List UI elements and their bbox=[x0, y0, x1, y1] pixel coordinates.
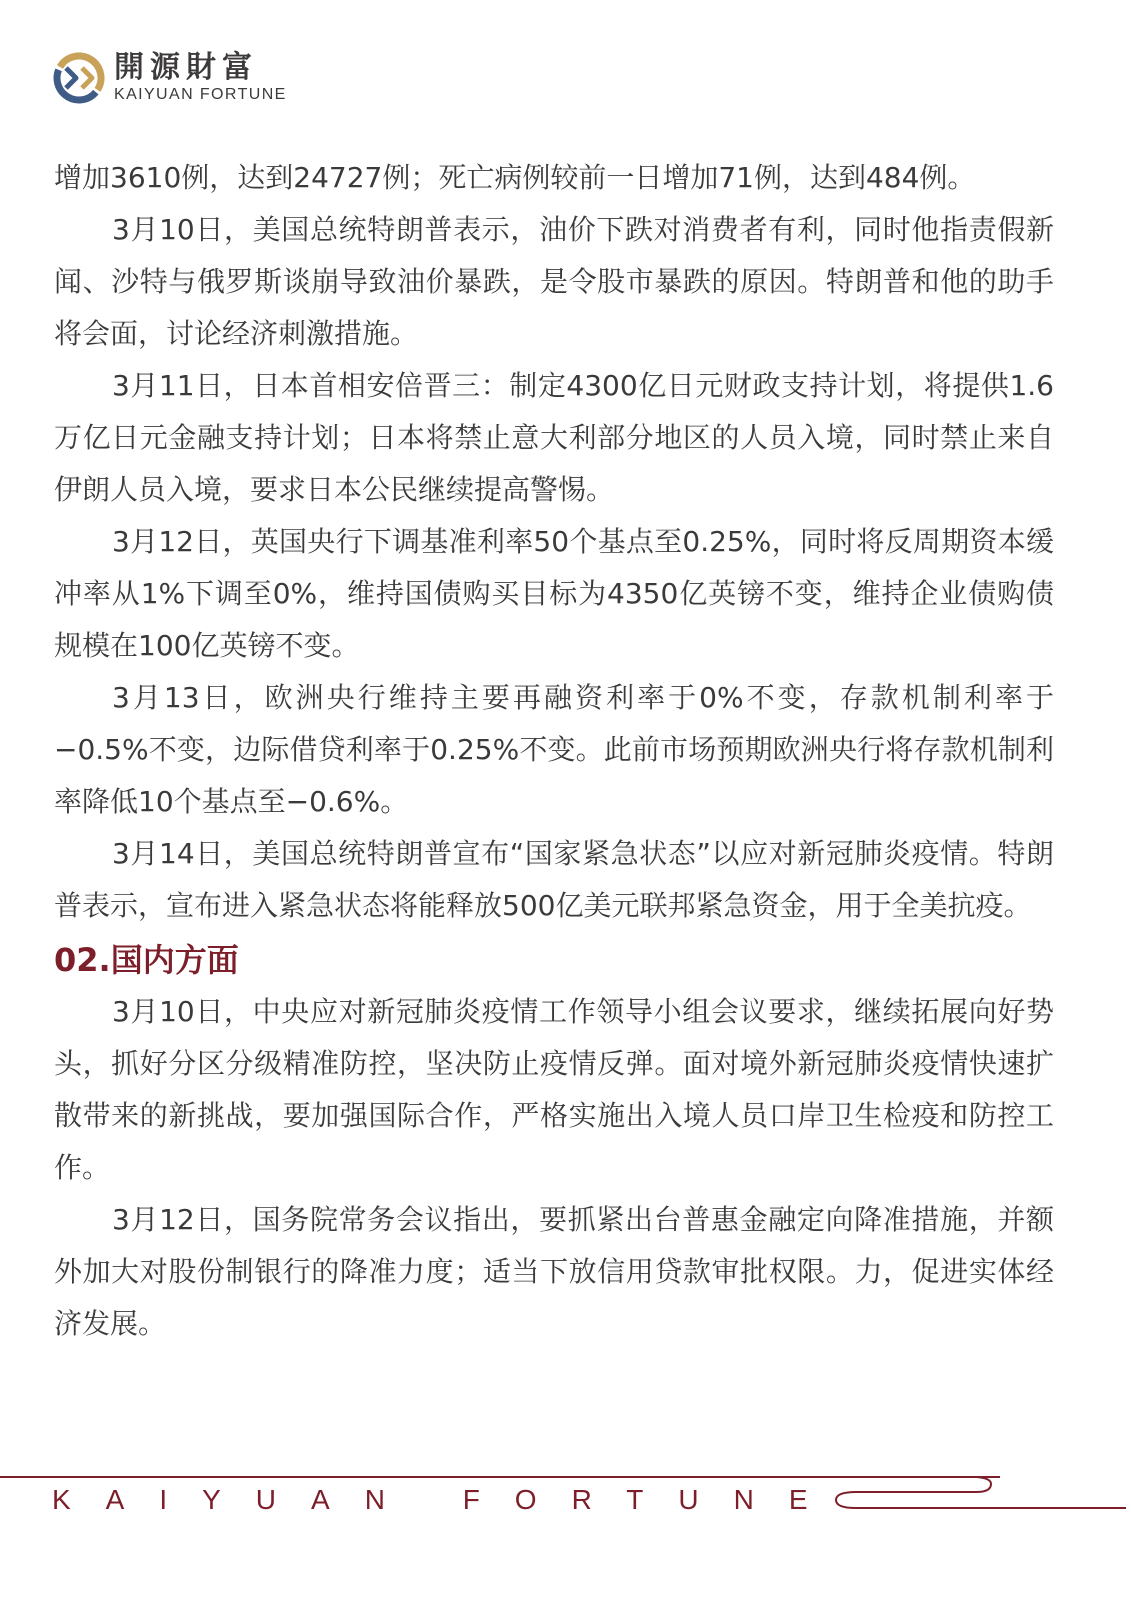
paragraph-international-5: 3月14日，美国总统特朗普宣布“国家紧急状态”以应对新冠肺炎疫情。特朗普表示，宣布进入紧急状态将能释放500亿美元联邦紧急资金，用于全美抗疫。 bbox=[54, 837, 1054, 922]
paragraph-domestic-2: 3月12日，国务院常务会议指出，要抓紧出台普惠金融定向降准措施，并额外加大对股份制银行的降准力度；适当下放信用贷款审批权限。力，促进实体经济发展。 bbox=[54, 1203, 1054, 1340]
footer-brand-text: KAIYUAN FORTUNE bbox=[52, 1484, 843, 1515]
paragraph-international-3: 3月12日，英国央行下调基准利率50个基点至0.25%，同时将反周期资本缓冲率从1%下调至0%，维持国债购买目标为4350亿英镑不变，维持企业债购债规模在100亿英镑不变。 bbox=[54, 525, 1054, 662]
footer-swoosh-icon bbox=[826, 1470, 1126, 1530]
paragraph-domestic-1: 3月10日，中央应对新冠肺炎疫情工作领导小组会议要求，继续拓展向好势头，抓好分区分级精准防控，坚决防止疫情反弹。面对境外新冠肺炎疫情快速扩散带来的新挑战，要加强国际合作，严格实施出入境人员口岸卫生检疫和防控工作。 bbox=[54, 995, 1054, 1184]
paragraph-international-2: 3月11日，日本首相安倍晋三：制定4300亿日元财政支持计划，将提供1.6万亿日元金融支持计划；日本将禁止意大利部分地区的人员入境，同时禁止来自伊朗人员入境，要求日本公民继续提高警惕。 bbox=[54, 369, 1054, 506]
brand-text bbox=[114, 51, 287, 105]
brand-name-en: KAIYUAN FORTUNE bbox=[114, 86, 287, 103]
paragraph-international-1: 3月10日，美国总统特朗普表示，油价下跌对消费者有利，同时他指责假新闻、沙特与俄罗斯谈崩导致油价暴跌，是令股市暴跌的原因。特朗普和他的助手将会面，讨论经济刺激措施。 bbox=[54, 213, 1054, 350]
brand-name-cn: 開源財富 bbox=[114, 50, 258, 85]
page-header bbox=[52, 48, 287, 108]
article-body bbox=[54, 152, 1054, 1350]
section-title-domestic: 02.国内方面 bbox=[54, 941, 239, 979]
intro-line: 增加3610例，达到24727例；死亡病例较前一日增加71例，达到484例。 bbox=[54, 161, 976, 194]
paragraph-international-4: 3月13日，欧洲央行维持主要再融资利率于0%不变，存款机制利率于−0.5%不变，边际借贷利率于0.25%不变。此前市场预期欧洲央行将存款机制利率降低10个基点至−0.6%。 bbox=[54, 681, 1054, 818]
kaiyuan-logo-icon bbox=[52, 51, 106, 105]
